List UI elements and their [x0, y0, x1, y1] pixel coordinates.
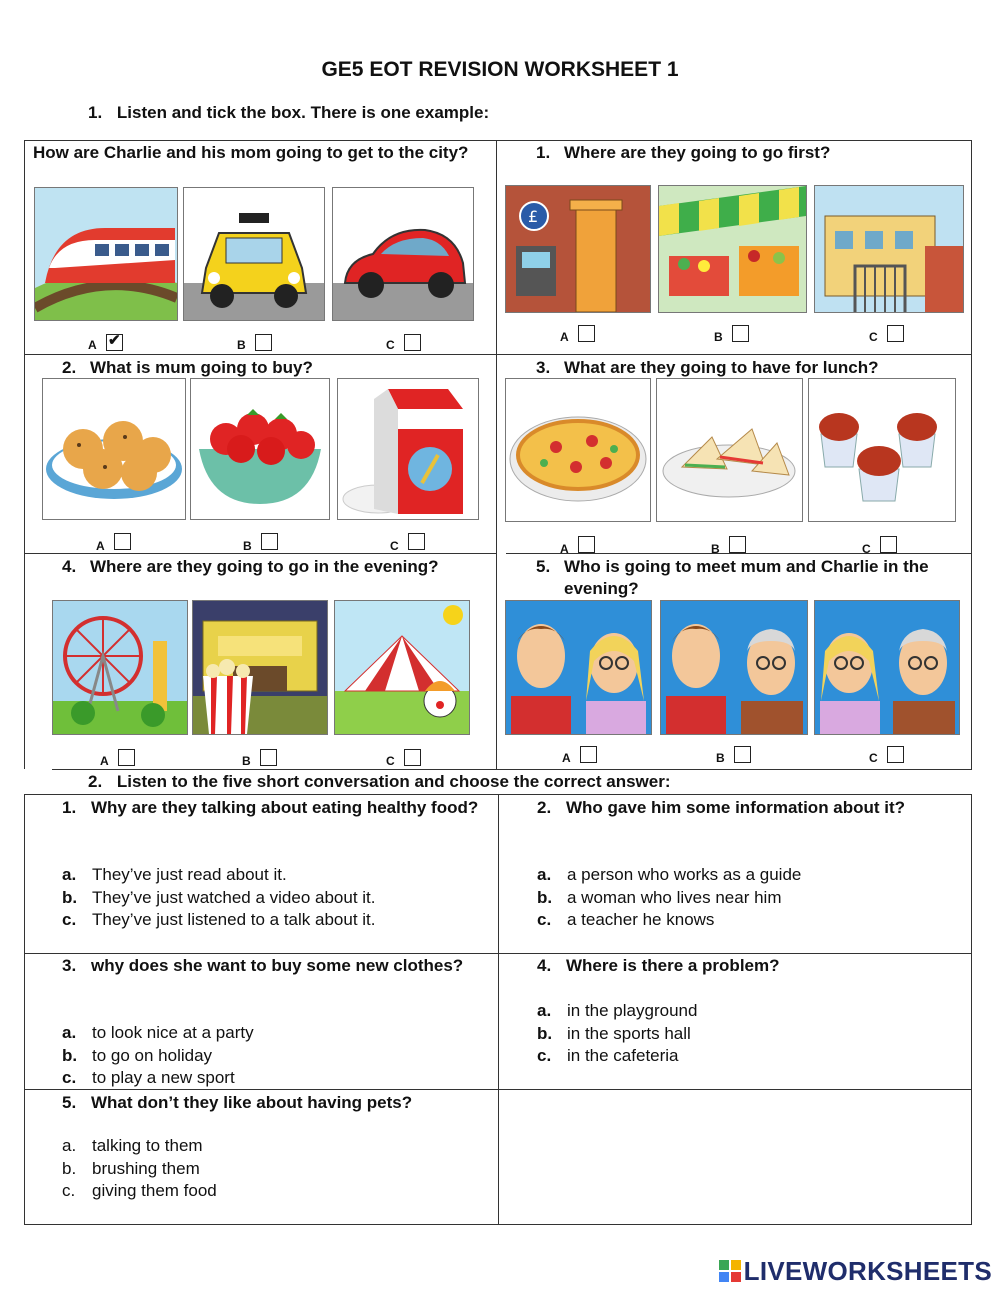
page-title: GE5 EOT REVISION WORKSHEET 1	[321, 58, 679, 81]
answer-letter: b.	[62, 1158, 77, 1178]
answer-letter: a.	[537, 865, 552, 884]
part2-instruction-number: 2.	[88, 772, 103, 791]
question-number: 3.	[62, 956, 77, 975]
q5-option-a-label: A	[562, 751, 571, 765]
part1-question-3	[536, 357, 966, 379]
cookies-icon	[43, 379, 185, 519]
answer-option-a[interactable]	[62, 1022, 492, 1045]
q4-option-c-picture	[334, 600, 470, 735]
answer-text: to go on holiday	[92, 1045, 213, 1065]
q2-option-a-label: A	[96, 539, 105, 553]
part2-instruction-text: Listen to the five short conversation and choose the correct answer:	[116, 772, 671, 791]
answer-text: talking to them	[92, 1136, 203, 1155]
q5-option-b-checkbox[interactable]	[734, 746, 751, 763]
cupcakes-icon	[809, 379, 955, 521]
question-text: Where are they going to go first?	[564, 143, 831, 162]
answer-text: in the sports hall	[567, 1023, 691, 1043]
example-option-b-picture	[183, 187, 325, 321]
answer-letter: b.	[537, 887, 553, 907]
grid-line	[498, 794, 499, 1225]
answer-text: They’ve just listened to a talk about it.	[92, 910, 376, 929]
part1-question-5	[536, 556, 966, 600]
question-text: Where are they going to go in the evening?	[90, 557, 439, 576]
grid-line	[24, 140, 972, 141]
q1-option-b-label: B	[714, 330, 723, 344]
q2-option-b-checkbox[interactable]	[261, 533, 278, 550]
q1-option-a-picture	[505, 185, 651, 313]
question-number: 1.	[536, 143, 551, 162]
question-text: why does she want to buy some new clothes?	[91, 956, 464, 975]
pizza-icon	[506, 379, 650, 521]
example-option-a-label: A	[88, 338, 97, 352]
sandwiches-icon	[657, 379, 802, 521]
example-option-c-checkbox[interactable]	[404, 334, 421, 351]
q5-option-c-picture	[814, 600, 960, 735]
part2-q1-answers	[62, 864, 492, 932]
answer-letter: c.	[62, 1181, 76, 1200]
part2-q2-answers	[537, 864, 967, 932]
flour-bag-icon	[338, 379, 478, 519]
answer-letter: a.	[62, 1136, 77, 1155]
part1-question-2	[62, 357, 492, 379]
answer-text: in the cafeteria	[567, 1046, 679, 1065]
q4-option-a-checkbox[interactable]	[118, 749, 135, 766]
q2-option-b-picture	[190, 378, 330, 520]
circus-icon	[335, 601, 469, 734]
q5-option-b-picture	[660, 600, 808, 735]
answer-option-c[interactable]	[62, 1180, 492, 1203]
answer-option-c[interactable]	[62, 909, 492, 932]
answer-letter: a.	[537, 1001, 552, 1020]
cinema-icon	[193, 601, 327, 734]
example-option-c-label: C	[386, 338, 395, 352]
part1-question-4	[62, 556, 492, 578]
q5-option-c-checkbox[interactable]	[887, 746, 904, 763]
grid-line	[506, 553, 972, 554]
part2-question-5	[62, 1092, 492, 1114]
part2-question-1	[62, 797, 492, 819]
q4-option-a-picture	[52, 600, 188, 735]
q3-option-b-label: B	[711, 542, 720, 556]
question-text: What don’t they like about having pets?	[91, 1093, 413, 1112]
answer-option-b[interactable]	[62, 1158, 492, 1181]
answer-option-a[interactable]	[62, 864, 492, 887]
example-question-text: How are Charlie and his mom going to get to the city?	[33, 143, 469, 162]
answer-text: a woman who lives near him	[567, 887, 782, 907]
logo-text: LIVEWORKSHEETS	[743, 1256, 992, 1286]
q2-option-a-checkbox[interactable]	[114, 533, 131, 550]
part1-instruction	[88, 103, 489, 123]
part1-question-1	[536, 142, 966, 164]
answer-text: brushing them	[92, 1158, 200, 1178]
q5-option-c-label: C	[869, 751, 878, 765]
q4-option-a-label: A	[100, 754, 109, 768]
q2-option-c-label: C	[390, 539, 399, 553]
market-icon	[659, 186, 806, 312]
example-option-a-picture	[34, 187, 178, 321]
answer-text: to play a new sport	[92, 1068, 235, 1087]
grid-line	[24, 553, 496, 554]
answer-option-a[interactable]	[537, 864, 967, 887]
answer-text: They’ve just watched a video about it.	[92, 887, 376, 907]
question-text: What is mum going to buy?	[90, 358, 313, 377]
q2-option-b-label: B	[243, 539, 252, 553]
q1-option-b-picture	[658, 185, 807, 313]
liveworksheets-logo-icon	[719, 1258, 741, 1280]
checkmark-icon: ✔	[108, 332, 121, 349]
question-text: Who is going to meet mum and Charlie in the evening?	[564, 557, 929, 598]
q3-option-a-picture	[505, 378, 651, 522]
question-text: What are they going to have for lunch?	[564, 358, 879, 377]
q4-option-c-label: C	[386, 754, 395, 768]
liveworksheets-logo[interactable]	[719, 1256, 992, 1287]
svg-text:£: £	[528, 207, 539, 226]
answer-letter: b.	[537, 1023, 553, 1043]
example-option-b-checkbox[interactable]	[255, 334, 272, 351]
answer-letter: c.	[62, 1068, 77, 1087]
answer-text: They’ve just read about it.	[92, 865, 287, 884]
strawberries-icon	[191, 379, 329, 519]
answer-text: in the playground	[567, 1001, 698, 1020]
part2-question-2	[537, 797, 967, 819]
grid-line	[496, 140, 497, 769]
part2-question-3	[62, 955, 492, 977]
answer-letter: c.	[62, 910, 77, 929]
q5-option-a-picture	[505, 600, 652, 735]
answer-letter: a.	[62, 865, 77, 884]
grid-line	[24, 140, 25, 769]
q3-option-c-label: C	[862, 542, 871, 556]
question-number: 3.	[536, 358, 551, 377]
part2-q3-answers	[62, 1022, 492, 1090]
q4-option-b-checkbox[interactable]	[260, 749, 277, 766]
answer-option-a[interactable]	[62, 1135, 492, 1158]
grid-line	[971, 140, 972, 769]
train-icon	[35, 188, 177, 320]
q4-option-c-checkbox[interactable]	[404, 749, 421, 766]
woman-and-grandpa-icon	[815, 601, 959, 734]
answer-letter: b.	[62, 887, 78, 907]
q4-option-b-label: B	[242, 754, 251, 768]
answer-letter: c.	[537, 1046, 552, 1065]
question-number: 4.	[62, 557, 77, 576]
question-number: 2.	[62, 358, 77, 377]
grid-line	[971, 794, 972, 1225]
q1-option-c-label: C	[869, 330, 878, 344]
answer-letter: c.	[537, 910, 552, 929]
q4-option-b-picture	[192, 600, 328, 735]
answer-option-b[interactable]	[62, 887, 492, 910]
funfair-icon	[53, 601, 187, 734]
q3-option-a-label: A	[560, 542, 569, 556]
answer-option-b[interactable]	[537, 1023, 967, 1046]
q3-option-c-checkbox[interactable]	[880, 536, 897, 553]
school-icon	[815, 186, 963, 312]
man-and-grandpa-icon	[661, 601, 807, 734]
question-number: 2.	[537, 798, 552, 817]
q1-option-a-label: A	[560, 330, 569, 344]
q1-option-c-picture	[814, 185, 964, 313]
grid-line	[24, 354, 972, 355]
answer-text: a person who works as a guide	[567, 865, 802, 884]
question-text: Why are they talking about eating healthy food?	[91, 798, 479, 817]
man-and-woman-icon	[506, 601, 651, 734]
question-number: 4.	[537, 956, 552, 975]
question-text: Who gave him some information about it?	[566, 798, 906, 817]
answer-text: giving them food	[92, 1181, 217, 1200]
example-option-a-checkbox[interactable]	[106, 334, 123, 351]
q1-option-a-checkbox[interactable]	[578, 325, 595, 342]
car-icon	[333, 188, 473, 320]
question-text: Where is there a problem?	[566, 956, 780, 975]
q1-option-b-checkbox[interactable]	[732, 325, 749, 342]
grid-line	[52, 769, 972, 770]
example-option-c-picture	[332, 187, 474, 321]
q1-option-c-checkbox[interactable]	[887, 325, 904, 342]
part2-q5-answers	[62, 1135, 492, 1203]
answer-option-b[interactable]	[537, 887, 967, 910]
q5-option-b-label: B	[716, 751, 725, 765]
question-number: 5.	[536, 557, 551, 576]
bank-icon	[506, 186, 650, 312]
q2-option-a-picture	[42, 378, 186, 520]
part2-instruction	[88, 772, 671, 792]
answer-option-a[interactable]	[537, 1000, 967, 1023]
q3-option-c-picture	[808, 378, 956, 522]
q3-option-b-picture	[656, 378, 803, 522]
q3-option-a-checkbox[interactable]	[578, 536, 595, 553]
q3-option-b-checkbox[interactable]	[729, 536, 746, 553]
answer-option-c[interactable]	[537, 909, 967, 932]
part1-instruction-text: Listen and tick the box. There is one example:	[116, 103, 490, 122]
part2-q4-answers	[537, 1000, 967, 1068]
example-question	[33, 142, 488, 164]
q5-option-a-checkbox[interactable]	[580, 746, 597, 763]
question-number: 1.	[62, 798, 77, 817]
taxi-icon	[184, 188, 324, 320]
part1-instruction-number: 1.	[88, 103, 103, 122]
q2-option-c-checkbox[interactable]	[408, 533, 425, 550]
example-option-b-label: B	[237, 338, 246, 352]
part2-question-4	[537, 955, 967, 977]
answer-text: to look nice at a party	[92, 1023, 254, 1042]
answer-letter: a.	[62, 1023, 77, 1042]
answer-letter: b.	[62, 1045, 78, 1065]
answer-text: a teacher he knows	[567, 910, 715, 929]
answer-option-c[interactable]	[537, 1045, 967, 1068]
answer-option-b[interactable]	[62, 1045, 492, 1068]
grid-line	[24, 794, 25, 1225]
q2-option-c-picture	[337, 378, 479, 520]
answer-option-c[interactable]	[62, 1067, 492, 1090]
question-number: 5.	[62, 1093, 77, 1112]
